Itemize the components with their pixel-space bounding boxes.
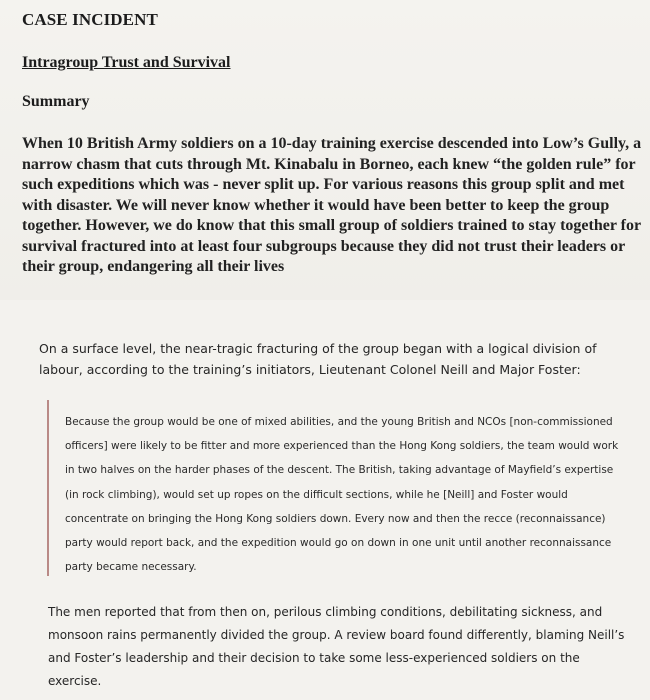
case-body-section (0, 300, 650, 700)
body-paragraph-1: On a surface level, the near-tragic fracturing of the group began with a logical division of labour, according to the training’s initiators, Lieutenant Colonel Neill and Major Foster: (39, 341, 597, 377)
summary-heading: Summary (22, 93, 90, 110)
document-title: Intragroup Trust and Survival (22, 54, 231, 71)
body-paragraph-2: The men reported that from then on, perilous climbing conditions, debilitating sickness, and monsoon rains permanently divided the group. A review board found differently, blaming Neill’s and Foster’s leadership and their decision to take some less-experienced soldiers on the exercise. (48, 605, 625, 688)
case-incident-label: CASE INCIDENT (22, 10, 158, 29)
quote-text: Because the group would be one of mixed abilities, and the young British and NCOs [non-commissioned officers] were likely to be fitter and more experienced than the Hong Kong soldiers, the team would work in two halves on the harder phases of the descent. The British, taking advantage of Mayfield’s expertise (in rock climbing), would set up ropes on the difficult sections, while he [Neill] and Foster would concentrate on bringing the Hong Kong soldiers down. Every now and then the recce (reconnaissance) party would report back, and the expedition would go on down in one unit until another reconnaissance party became necessary. (65, 416, 619, 574)
block-quote (47, 400, 639, 576)
summary-paragraph: When 10 British Army soldiers on a 10-day training exercise descended into Low’s Gully, a narrow chasm that cuts through Mt. Kinabalu in Borneo, each knew “the golden rule” for such expeditions which was - never split up. For various reasons this group split and met with disaster. We will never know whether it would have been better to keep the group together. However, we do know that this small group of soldiers trained to stay together for survival fractured into at least four subgroups because they did not trust their leaders or their group, endangering all their lives (22, 135, 642, 275)
